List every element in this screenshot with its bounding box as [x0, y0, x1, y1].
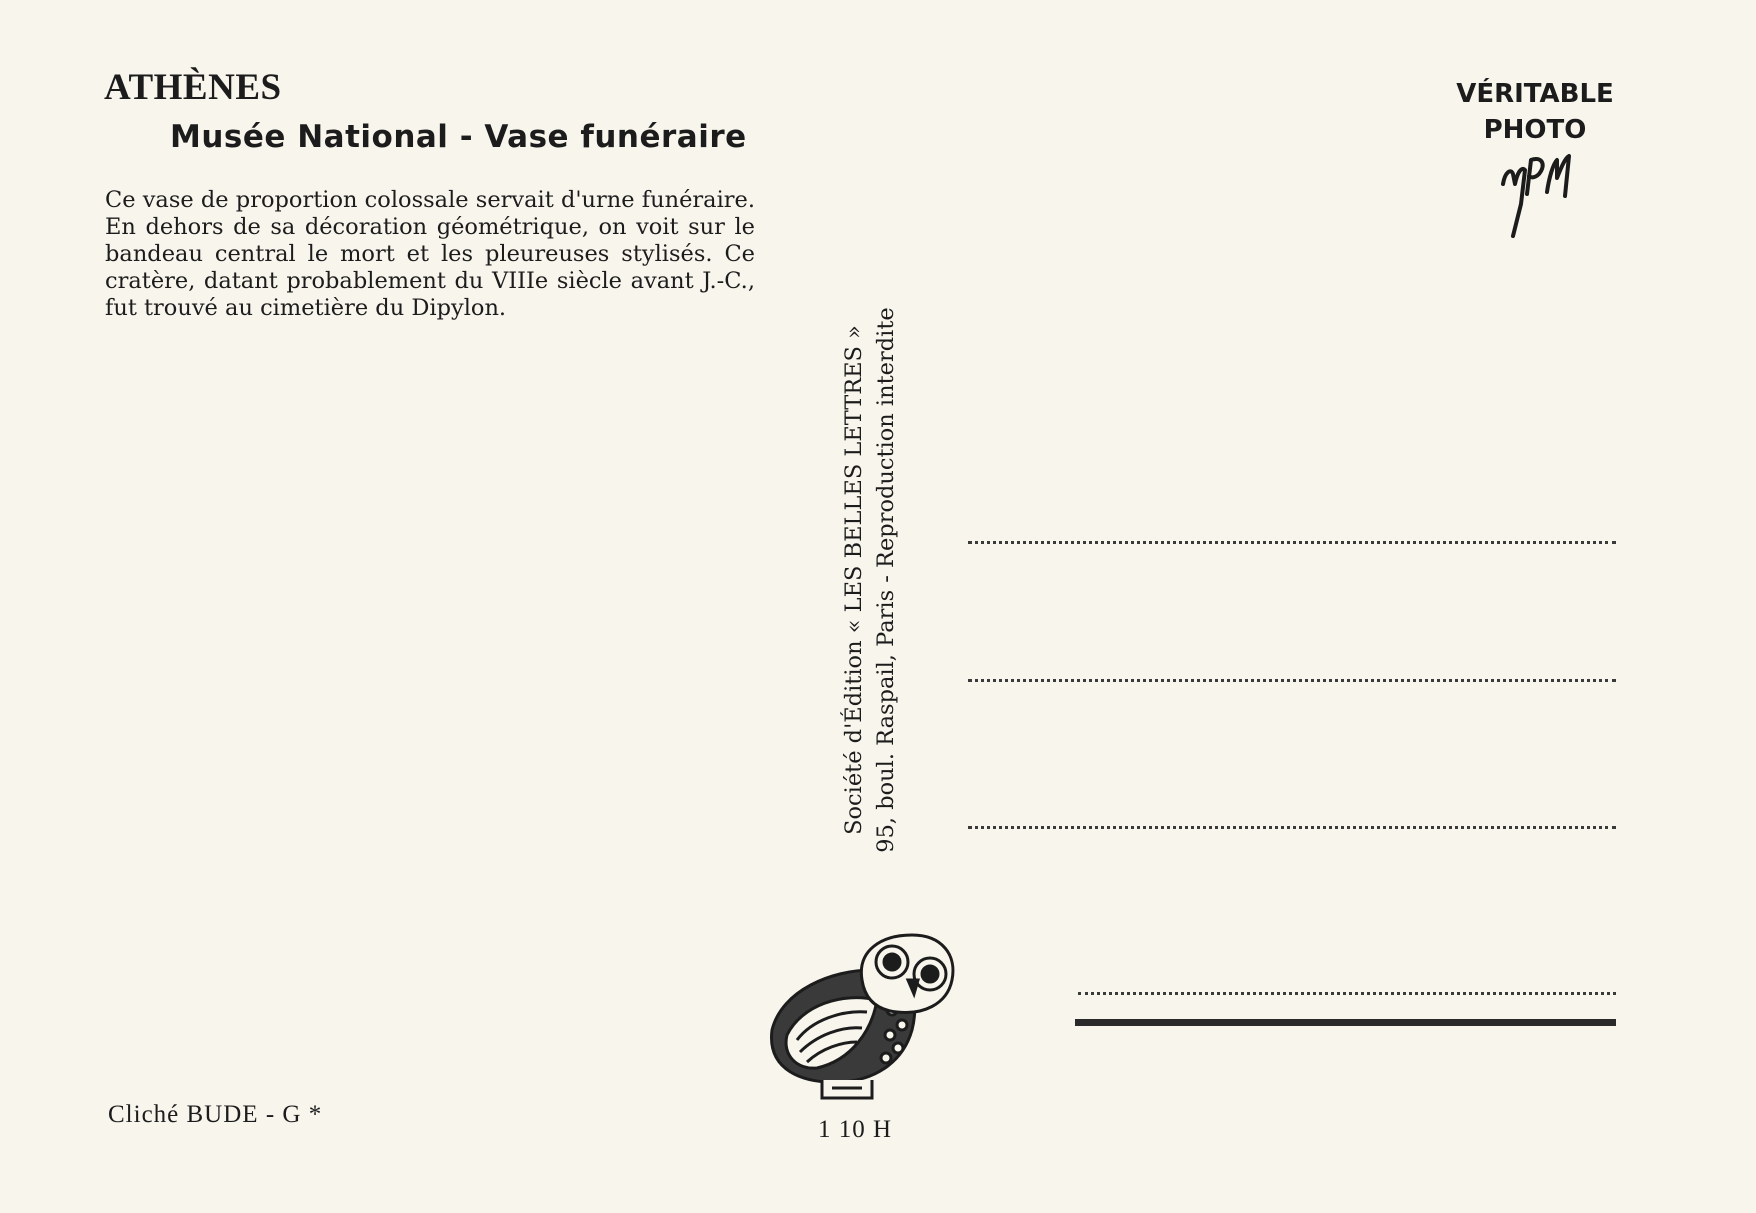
- card-title: ATHÈNES: [104, 67, 282, 108]
- stamp-line-2: PHOTO: [1483, 115, 1587, 145]
- publisher-line-1: Société d'Édition « LES BELLES LETTRES »: [841, 325, 867, 835]
- card-subtitle: Musée National - Vase funéraire: [170, 119, 747, 155]
- publisher-line-2: 95, boul. Raspail, Paris - Reproduction interdite: [873, 307, 899, 853]
- card-description: Ce vase de proportion colossale servait d'urne funéraire. En dehors de sa décoration géométrique, on voit sur le bandeau central le mort et les pleureuses stylisés. Ce cratère, datant probablement du VIIIe siècle avant J.-C., fut trouvé au cimetière du Dipylon.: [105, 187, 755, 321]
- owl-icon: [762, 930, 962, 1105]
- stamp-line-1: VÉRITABLE: [1456, 79, 1614, 109]
- address-underline: [1075, 1019, 1616, 1026]
- address-line[interactable]: [1078, 992, 1616, 995]
- address-line[interactable]: [968, 679, 1616, 682]
- photo-credit: Cliché BUDE - G *: [108, 1101, 323, 1128]
- stamp-box: [1430, 76, 1640, 148]
- address-line[interactable]: [968, 826, 1616, 829]
- card-code: 1 10 H: [818, 1116, 893, 1143]
- mpm-signature-logo: [1495, 144, 1575, 239]
- address-line[interactable]: [968, 541, 1616, 544]
